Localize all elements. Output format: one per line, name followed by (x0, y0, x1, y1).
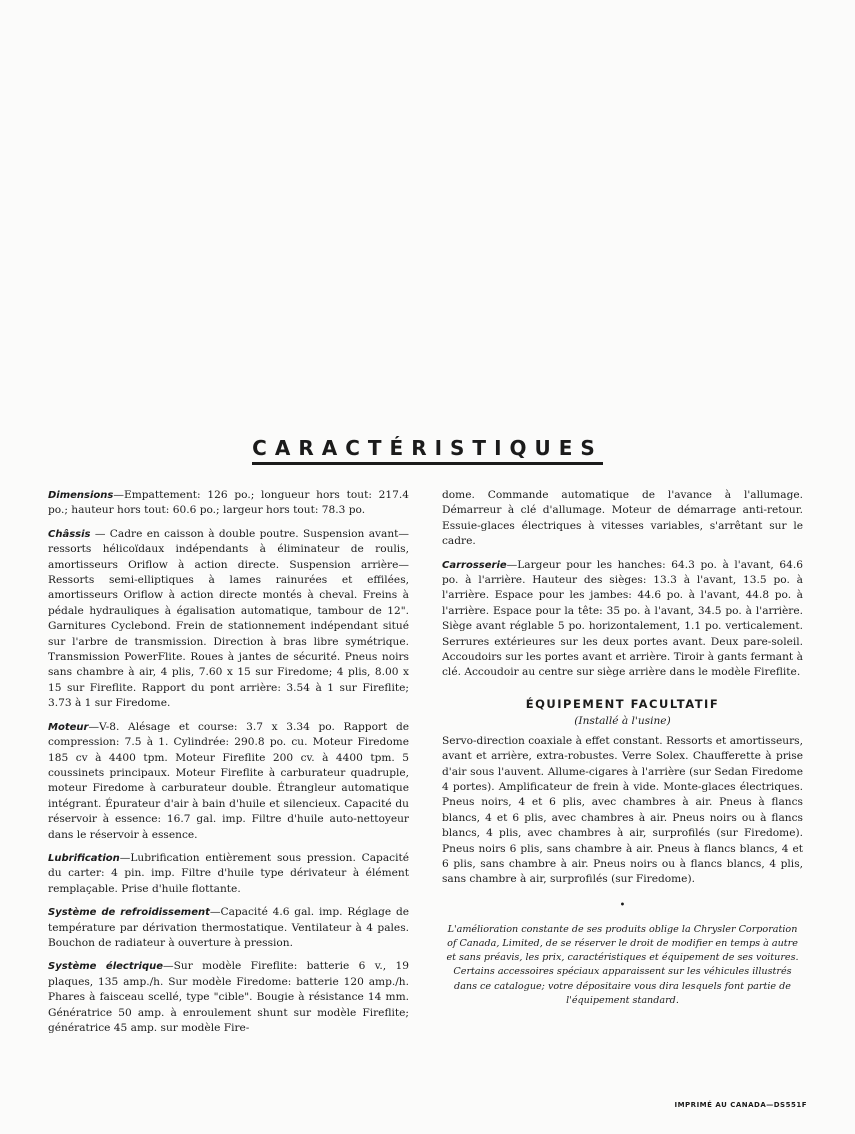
spec-text: —Sur modèle Fireflite: batterie 6 v., 19 plaques, 135 amp./h. Sur modèle Firedome: batterie 120 amp./h. Phares à faisceau scellé, type "cible". Bougie à résistance 14 mm. Génératrice 50 amp. à enroulement shunt sur modèle Fireflite; génératrice 45 amp. sur modèle Fire- (48, 960, 410, 1034)
spec-text: —V-8. Alésage et course: 3.7 x 3.34 po. Rapport de compression: 7.5 à 1. Cylindrée: 290.8 po. cu. Moteur Firedome 185 cv à 4400 tpm. Moteur Fireflite 200 cv. à 4400 tpm. 5 coussinets principaux. Moteur Fireflite à carburateur quadruple, moteur Firedome à carburateur double. Étrangleur automatique intégrant. Épurateur d'air à bain d'huile et silencieux. Capacité du réservoir à essence: 16.7 gal. imp. Filtre d'huile auto-nettoyeur dans le réservoir à essence. (48, 720, 409, 841)
spec-moteur (48, 720, 409, 843)
page-title-text: CARACTÉRISTIQUES (252, 436, 603, 465)
spec-heading: Moteur (48, 721, 89, 733)
spec-text: — Cadre en caisson à double poutre. Suspension avant—ressorts hélicoïdaux indépendants à éliminateur de roulis, amortisseurs Oriflow à action directe. Suspension arrière—Ressorts semi-elliptiques à lames rainurées et effilées, amortisseurs Oriflow à action directe montés à cheval. Freins à pédale hydrauliques à égalisation automatique, tambour de 12". Garnitures Cyclebond. Frein de stationnement indépendant situé sur l'arbre de transmission. Direction à bras libre symétrique. Transmission PowerFlite. Roues à jantes de sécurité. Pneus noirs sans chambre à air, 4 plis, 7.60 x 15 sur Firedome; 4 plis, 8.00 x 15 sur Fireflite. Rapport du pont arrière: 3.54 à 1 sur Fireflite; 3.73 à 1 sur Firedome. (48, 527, 409, 710)
right-column (442, 488, 803, 1018)
spec-electrique-continued: dome. Commande automatique de l'avance à l'allumage. Démarreur à clé d'allumage. Moteur de démarrage anti-retour. Essuie-glaces électriques à vitesses variables, s'arrêtant sur le cadre. (442, 489, 803, 548)
optional-equipment-heading: ÉQUIPEMENT FACULTATIF (525, 696, 720, 711)
print-footer: IMPRIMÉ AU CANADA—DS551F (674, 1101, 807, 1109)
spec-text: —Largeur pour les hanches: 64.3 po. à l'avant, 64.6 po. à l'arrière. Hauteur des sièges: 13.3 à l'avant, 13.5 po. à l'arrière. Espace pour les jambes: 44.6 po. à l'avant, 44.8 po. à l'arrière. Espace pour la tête: 35 po. à l'avant, 34.5 po. à l'arrière. Siège avant réglable 5 po. horizontalement, 1.1 po. verticalement. Serrures extérieures sur les deux portes avant. Deux pare-soleil. Accoudoirs sur les portes avant et arrière. Tiroir à gants fermant à clé. Accoudoir au centre sur siège arrière dans le modèle Fireflite. (442, 558, 803, 679)
spec-heading: Dimensions (48, 490, 114, 501)
spec-chassis (48, 527, 409, 712)
spec-lubrification (48, 851, 409, 897)
spec-heading: Châssis (48, 528, 91, 540)
optional-equipment-subheading: (Installé à l'usine) (574, 715, 671, 728)
spec-heading: Carrosserie (442, 559, 507, 571)
spec-carrosserie (442, 558, 803, 681)
spec-heading: Système de refroidissement (48, 907, 210, 919)
page-title (0, 436, 855, 460)
spec-text: —Lubrification entièrement sous pression. Capacité du carter: 4 pin. imp. Filtre d'huile type dérivateur à élément remplaçable. Prise d'huile flottante. (48, 851, 409, 895)
spec-electrique (48, 959, 409, 1036)
spec-heading: Système électrique (48, 961, 164, 973)
spec-text: —Empattement: 126 po.; longueur hors tout: 217.4 po.; hauteur hors tout: 60.6 po.; largeur hors tout: 78.3 po. (48, 489, 409, 517)
spec-dimensions (48, 488, 409, 519)
spec-text: —Capacité 4.6 gal. imp. Réglage de température par dérivation thermostatique. Ventilateur à 4 pales. Bouchon de radiateur à ouverture à pression. (48, 906, 409, 949)
disclaimer-note: L'amélioration constante de ses produits oblige la Chrysler Corporation of Canada, Limited, de se réserver le droit de modifier en temps à autre et sans préavis, les prix, caractéristiques et équipement de ses voitures. Certains accessoires spéciaux apparaissent sur les véhicules illustrés dans ce catalogue; votre dépositaire vous dira lesquels font partie de l'équipement standard. (446, 923, 799, 1006)
left-column (48, 488, 409, 1044)
spec-heading: Lubrification (48, 852, 120, 864)
separator-bullet: • (619, 899, 626, 911)
spec-refroidissement (48, 905, 409, 951)
optional-equipment-text: Servo-direction coaxiale à effet constant. Ressorts et amortisseurs, avant et arrière, extra-robustes. Verre Solex. Chaufferette à prise d'air sous l'auvent. Allume-cigares à l'arrière (sur Sedan Firedome 4 portes). Amplificateur de frein à vide. Monte-glaces électriques. Pneus noirs, 4 et 6 plis, avec chambres à air. Pneus à flancs blancs, 4 et 6 plis, avec chambres à air. Pneus noirs ou à flancs blancs, 4 plis, avec chambres à air, surprofilés (sur Firedome). Pneus noirs 6 plis, sans chambre à air. Pneus à flancs blancs, 4 et 6 plis, sans chambre à air. Pneus noirs ou à flancs blancs, 4 plis, sans chambre à air, surprofilés (sur Firedome). (442, 734, 803, 886)
